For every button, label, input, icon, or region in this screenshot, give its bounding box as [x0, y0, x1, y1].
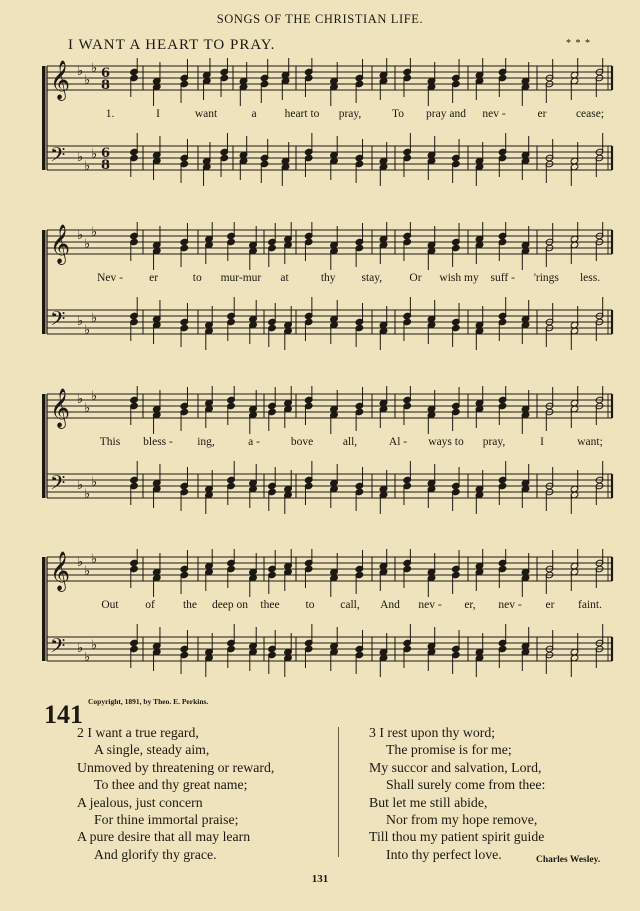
lyric-syllable: stay,	[361, 272, 383, 284]
verse-line: Shall surely come from thee:	[386, 777, 546, 793]
lyric-syllable: faint.	[578, 599, 602, 611]
lyric-syllable: Out	[101, 599, 119, 611]
bass-clef-icon: 𝄢	[50, 143, 66, 171]
lyric-syllable: thee	[260, 599, 280, 611]
verse-line: Nor from my hope remove,	[386, 812, 538, 828]
lyric-syllable: er	[545, 599, 555, 611]
flat-icon: ♭	[91, 311, 98, 326]
lyric-syllable: pray and	[426, 108, 466, 120]
verse-line: For thine immortal praise;	[94, 812, 239, 828]
verse-line: Till thou my patient spirit guide	[369, 829, 545, 845]
lyric-syllable: 1.	[105, 108, 115, 120]
treble-staff	[47, 386, 612, 434]
flat-icon: ♭	[84, 650, 91, 665]
verse-3	[369, 724, 545, 863]
lyric-syllable: nev -	[418, 599, 442, 611]
lyric-syllable: all,	[342, 436, 358, 448]
flat-icon: ♭	[91, 638, 98, 653]
staff-drawing	[0, 58, 640, 218]
treble-staff	[47, 549, 612, 597]
lyric-syllable: want	[194, 108, 218, 120]
verse-line: 3 I rest upon thy word;	[369, 725, 496, 740]
lyric-syllable: Or	[409, 272, 422, 284]
hymn-number: 141	[44, 700, 83, 729]
verse-line: A jealous, just concern	[77, 794, 203, 810]
flat-icon: ♭	[84, 159, 91, 174]
column-divider	[338, 727, 339, 857]
treble-staff	[47, 58, 612, 106]
system-brace	[42, 66, 46, 170]
bass-staff	[47, 461, 612, 514]
flat-icon: ♭	[77, 641, 84, 656]
verse-line: Into thy perfect love.	[386, 846, 502, 862]
lyric-syllable: ways to	[428, 436, 464, 448]
staff-drawing	[0, 222, 640, 382]
lyric-syllable: mur-mur	[220, 272, 262, 284]
flat-icon: ♭	[84, 401, 91, 416]
verse-line: A single, steady aim,	[94, 742, 210, 758]
lyric-syllable: er	[149, 272, 159, 284]
lyric-syllable: the	[182, 599, 198, 611]
staff-drawing	[0, 386, 640, 546]
lyric-syllable: want;	[577, 436, 603, 448]
hymn-title: I WANT A HEART TO PRAY.	[68, 37, 276, 53]
page-number: 131	[311, 873, 329, 885]
system-brace	[42, 230, 46, 334]
flat-icon: ♭	[91, 475, 98, 490]
lyric-syllable: Al -	[388, 436, 408, 448]
lyric-syllable: pray,	[482, 436, 506, 448]
flat-icon: ♭	[84, 73, 91, 88]
verse-line: The promise is for me;	[386, 742, 512, 758]
lyric-syllable: Nev -	[97, 272, 123, 284]
copyright-notice: Copyright, 1891, by Theo. E. Perkins.	[88, 697, 209, 706]
ornament: * * *	[566, 38, 591, 49]
music-system-2	[0, 222, 640, 382]
flat-icon: ♭	[84, 487, 91, 502]
flat-icon: ♭	[77, 228, 84, 243]
treble-clef-icon: 𝄞	[50, 388, 71, 428]
bass-clef-icon: 𝄢	[50, 471, 66, 499]
verse-line: My succor and salvation, Lord,	[369, 759, 542, 775]
lyric-syllable: I	[540, 436, 544, 448]
lyric-syllable: I	[156, 108, 160, 120]
flat-icon: ♭	[77, 555, 84, 570]
treble-staff	[47, 222, 612, 270]
lyric-syllable: less.	[579, 272, 601, 284]
flat-icon: ♭	[84, 564, 91, 579]
verse-line: Unmoved by threatening or reward,	[77, 759, 275, 775]
lyric-syllable: of	[145, 599, 155, 611]
staff-drawing	[0, 549, 640, 709]
lyric-syllable: pray,	[338, 108, 362, 120]
bass-clef-icon: 𝄢	[50, 634, 66, 662]
lyric-syllable: er	[537, 108, 547, 120]
author: Charles Wesley.	[536, 855, 601, 865]
verse-2	[77, 724, 274, 863]
flat-icon: ♭	[91, 225, 98, 240]
lyric-syllable: bove	[290, 436, 314, 448]
lyric-syllable: a -	[248, 436, 260, 448]
music-system-4	[0, 549, 640, 709]
lyric-syllable: to	[192, 272, 202, 284]
lyric-syllable: To	[392, 108, 404, 120]
lyric-syllable: deep on	[211, 599, 249, 611]
lyric-syllable: ing,	[197, 436, 215, 448]
flat-icon: ♭	[77, 478, 84, 493]
flat-icon: ♭	[91, 147, 98, 162]
time-signature-digit: 6	[101, 146, 111, 161]
lyric-syllable: er,	[464, 599, 476, 611]
music-system-3	[0, 386, 640, 546]
time-signature-digit: 8	[101, 78, 111, 93]
system-brace	[42, 394, 46, 498]
lyric-syllable: nev -	[482, 108, 506, 120]
flat-icon: ♭	[91, 61, 98, 76]
bass-clef-icon: 𝄢	[50, 307, 66, 335]
system-brace	[42, 557, 46, 661]
lyric-syllable: wish my	[439, 272, 479, 284]
verse-line: But let me still abide,	[369, 794, 488, 810]
verse-line: And glorify thy grace.	[94, 846, 217, 862]
lyric-syllable: cease;	[575, 108, 605, 120]
lyric-syllable: a	[251, 108, 257, 120]
flat-icon: ♭	[77, 314, 84, 329]
lyric-syllable: to	[305, 599, 315, 611]
verse-line: To thee and thy great name;	[94, 777, 248, 793]
music-system-1	[0, 58, 640, 218]
time-signature-digit: 6	[101, 66, 111, 81]
lyric-syllable: suff -	[490, 272, 515, 284]
lyric-syllable: at	[280, 272, 289, 284]
time-signature-digit: 8	[101, 158, 111, 173]
flat-icon: ♭	[84, 323, 91, 338]
flat-icon: ♭	[91, 389, 98, 404]
flat-icon: ♭	[77, 64, 84, 79]
section-header: SONGS OF THE CHRISTIAN LIFE.	[216, 12, 424, 26]
bass-staff	[47, 297, 612, 350]
flat-icon: ♭	[77, 392, 84, 407]
lyric-syllable: And	[380, 599, 400, 611]
lyric-syllable: thy	[320, 272, 336, 284]
treble-clef-icon: 𝄞	[50, 551, 71, 591]
lyric-syllable: bless -	[143, 436, 173, 448]
bass-staff	[47, 624, 612, 677]
flat-icon: ♭	[91, 552, 98, 567]
lyric-syllable: 'rings	[533, 272, 559, 284]
bass-staff	[47, 133, 612, 186]
verse-line: A pure desire that all may learn	[77, 829, 251, 845]
treble-clef-icon: 𝄞	[50, 60, 71, 100]
verse-line: 2 I want a true regard,	[77, 725, 199, 740]
lyric-syllable: heart to	[284, 108, 320, 120]
lyric-syllable: call,	[340, 599, 360, 611]
lyric-syllable: nev -	[498, 599, 522, 611]
flat-icon: ♭	[77, 150, 84, 165]
lyric-syllable: This	[99, 436, 121, 448]
treble-clef-icon: 𝄞	[50, 224, 71, 264]
flat-icon: ♭	[84, 237, 91, 252]
